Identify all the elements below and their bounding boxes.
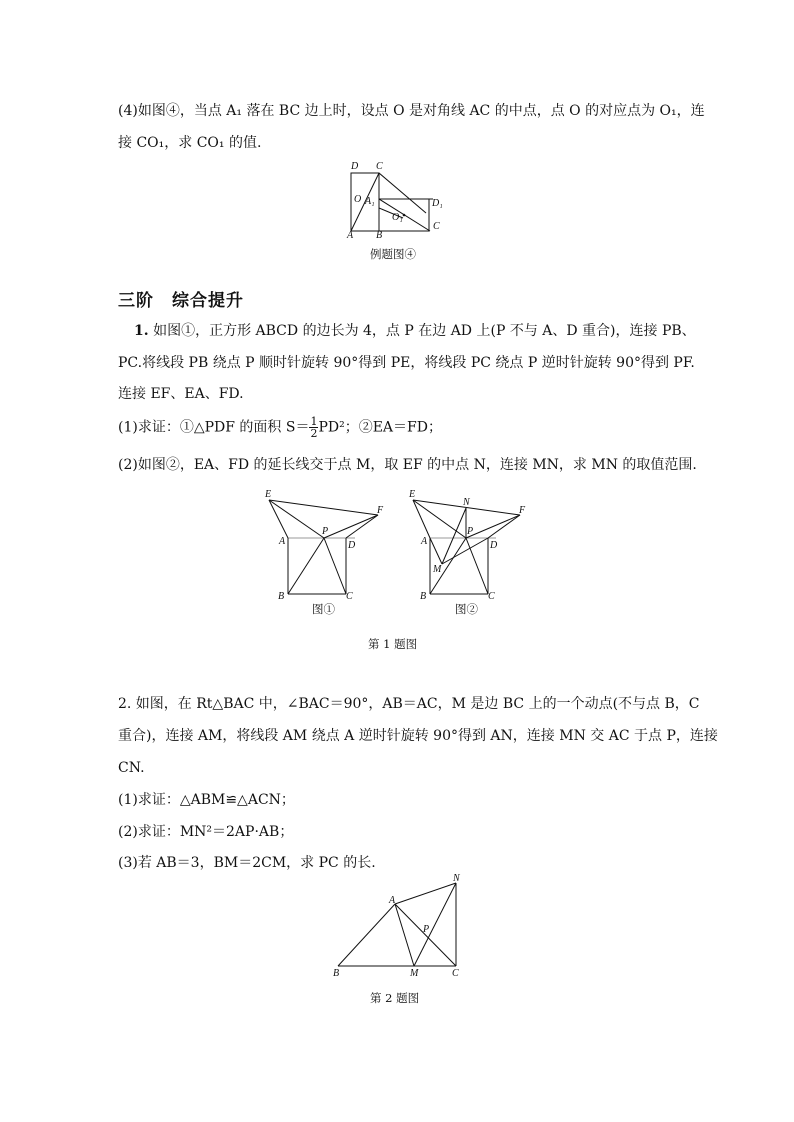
q1f1-label-F: F [377,505,384,516]
q2-label-C: C [452,968,459,979]
q2-label-A: A [389,895,396,906]
q1f2-label-E: E [409,489,416,500]
q1f2-label-M: M [433,564,442,575]
ex4-caption: 例题图④ [370,247,416,261]
q2-line2: 重合)，连接 AM，将线段 AM 绕点 A 逆时针旋转 90°得到 AN，连接 MN 交 AC 于点 P，连接 [118,728,718,744]
ex4-label-A1: A₁ [365,196,375,207]
q1f1-label-A: A [279,536,286,547]
q1f2-label-C: C [488,591,495,602]
ex4-label-C2: C [433,221,440,232]
q1-number: 1. [134,323,149,339]
q1-part1-suffix: PD²；②EA＝FD； [318,419,442,436]
ex4-label-O: O [354,194,362,205]
ex4-label-B: B [376,230,383,240]
q1-line3: 连接 EF、EA、FD. [118,386,244,402]
section-title: 三阶 综合提升 [118,291,244,311]
q1f1-label-D: D [348,540,356,551]
q1-part1 [118,416,442,439]
q2-label-N: N [453,873,460,884]
q1f2-label-B: B [420,591,427,602]
q1-line1-text: 如图①，正方形 ABCD 的边长为 4，点 P 在边 AD 上(P 不与 A、D 重合)，连接 PB、 [153,323,696,339]
q1-line2: PC.将线段 PB 绕点 P 顺时针旋转 90°得到 PE，将线段 PC 绕点 P 逆时针旋转 90°得到 PF. [118,355,695,371]
q1-frac-num: 1 [310,415,318,428]
q1f2-label-D: D [490,540,498,551]
q1-part2: (2)如图②，EA、FD 的延长线交于点 M，取 EF 的中点 N，连接 MN，求 MN 的取值范围. [118,457,697,473]
q1f1-label-C: C [346,591,353,602]
q1f1-label-B: B [278,591,285,602]
q1-part1-prefix: (1)求证：①△PDF 的面积 S＝ [118,419,310,436]
q1-fig2-caption: 图② [455,602,478,616]
q1f2-label-F: F [519,505,526,516]
q2-caption: 第 2 题图 [370,991,420,1005]
q2-label-M: M [410,968,419,979]
q2-label-B: B [333,968,340,979]
q2-part1: (1)求证：△ABM≌△ACN； [118,792,295,808]
q1-figure-2 [404,486,534,610]
q2-part3: (3)若 AB＝3，BM＝2CM，求 PC 的长. [118,855,376,871]
ex4-label-C: C [376,161,383,172]
q1f2-label-N: N [463,497,470,508]
ex4-label-D: D [351,161,359,172]
ex4-label-D1: D₁ [432,198,443,209]
ex4-line2: 接 CO₁，求 CO₁ 的值. [118,135,262,151]
ex4-label-O1: O₁ [392,212,403,223]
q2-label-P: P [423,924,430,935]
q2-figure [328,872,468,982]
q1-frac-den: 2 [310,427,318,440]
q1-fig1-caption: 图① [312,602,335,616]
q1f2-label-A: A [421,536,428,547]
q1-figure-1 [260,486,390,610]
q1f2-label-P: P [467,526,474,537]
q2-part2: (2)求证：MN²＝2AP·AB； [118,824,294,840]
q1-line1 [134,321,696,341]
q2-line3: CN. [118,760,145,776]
ex4-label-A: A [347,230,354,240]
ex4-figure [340,158,450,240]
q2-line1: 2. 如图，在 Rt△BAC 中，∠BAC＝90°，AB＝AC，M 是边 BC 上的一个动点(不与点 B，C [118,696,700,712]
q1f1-label-P: P [322,526,329,537]
ex4-line1: (4)如图④，当点 A₁ 落在 BC 边上时，设点 O 是对角线 AC 的中点，点 O 的对应点为 O₁，连 [118,103,705,119]
q1-caption: 第 1 题图 [368,637,418,651]
q1f1-label-E: E [265,489,272,500]
